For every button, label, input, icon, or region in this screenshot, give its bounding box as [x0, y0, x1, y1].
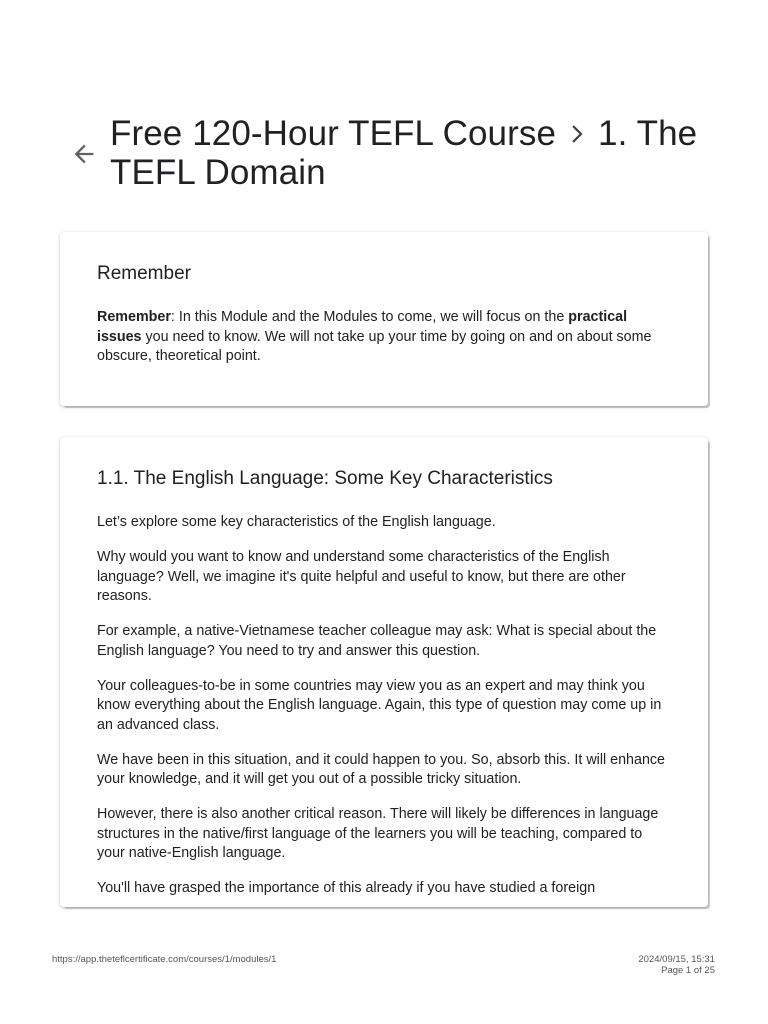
- breadcrumb-parent[interactable]: Free 120-Hour TEFL Course: [110, 114, 557, 153]
- section-paragraph: We have been in this situation, and it could happen to you. So, absorb this. It will enhance your knowledge, and it will get you out of a possible tricky situation.: [97, 751, 666, 787]
- footer-datetime: 2024/09/15, 15:31: [638, 954, 715, 965]
- section-paragraph: However, there is also another critical reason. There will likely be differences in language structures in the native/first language of the learners you will be teaching, compared to your native-English language.: [97, 806, 659, 861]
- remember-text-3: you need to know. We will not take up your time by going on and on about some obscure, theoretical point.: [97, 328, 652, 364]
- section-paragraph: For example, a native-Vietnamese teacher colleague may ask: What is special about the English language? You need to try and answer this question.: [97, 623, 657, 659]
- section-heading: 1.1. The English Language: Some Key Characteristics: [97, 468, 553, 489]
- page-title: [110, 114, 720, 192]
- section-paragraph: Let’s explore some key characteristics of the English language.: [97, 514, 496, 530]
- remember-heading: Remember: [97, 263, 191, 284]
- remember-text-1: : In this Module and the Modules to come, we will focus on the: [170, 309, 569, 325]
- breadcrumb-current: 1. The TEFL Domain: [110, 114, 698, 192]
- remember-bold-practical: practical issues: [97, 309, 628, 345]
- section-paragraph: Your colleagues-to-be in some countries may view you as an expert and may think you know everything about the English language. Again, this type of question may come up in an advanced class.: [97, 677, 662, 733]
- section-paragraph: Why would you want to know and understand some characteristics of the English language? Well, we imagine it's quite helpful and useful to know, but there are other reasons.: [97, 549, 626, 604]
- remember-text: [97, 308, 672, 367]
- remember-card: [60, 232, 708, 406]
- footer-meta: [638, 954, 715, 976]
- chevron-right-icon: [570, 123, 584, 145]
- remember-lead-bold: Remember: [97, 309, 171, 325]
- section-card: [60, 437, 708, 907]
- page-header: [70, 114, 720, 192]
- footer-page-number: Page 1 of 25: [661, 965, 715, 976]
- footer-url: https://app.theteflcertificate.com/courses/1/modules/1: [52, 954, 277, 965]
- back-arrow-icon[interactable]: [70, 140, 98, 168]
- section-paragraph: You'll have grasped the importance of this already if you have studied a foreign: [97, 880, 596, 896]
